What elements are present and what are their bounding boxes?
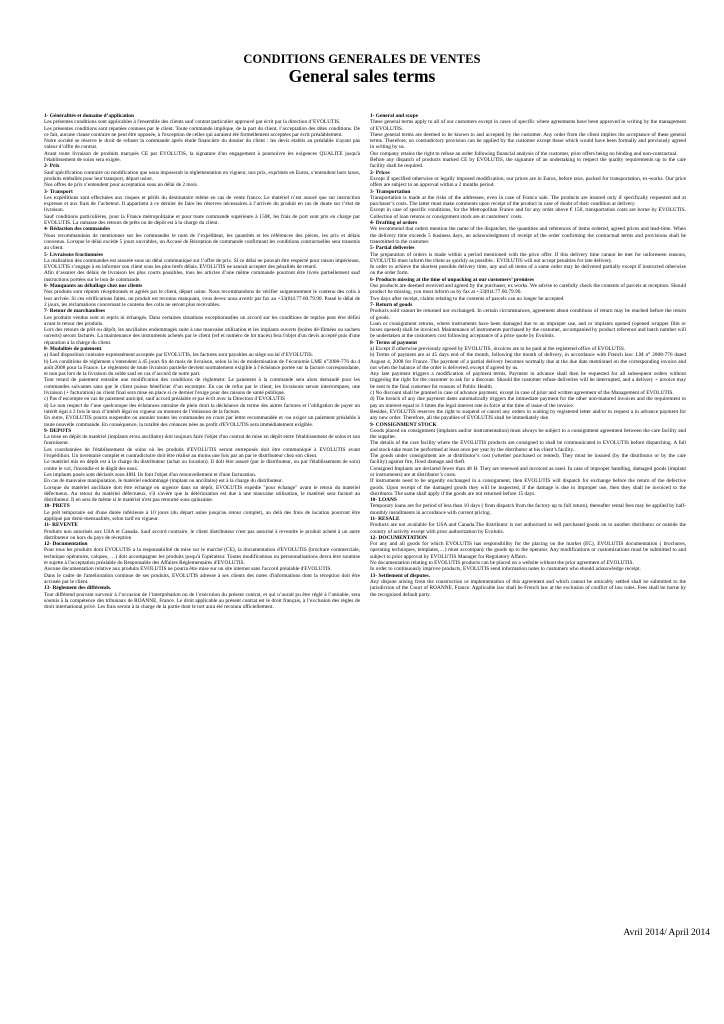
terms-section — [44, 346, 360, 428]
section-paragraph: Pour tous les produits dont EVOLUTIS a la responsabilité de mise sur le marché (CE), la documentation d'EVOLUTIS (brochure commerciale, technique opératoire, calques, …) doit accompagner les produits jusqu'à l'opérateur. Toutes modifications ou personnalisations devra être soumise et sujette à l'acceptation préalable du Responsable des Affaires Réglementaires d'EVOLUTIS. — [44, 547, 360, 567]
section-paragraph: Sauf spécification contraire ou modification que nous imposerait la réglementation en vigueur, nos prix, exprimés en Euros, s’entendent hors taxes, produits emballés pour leur transport, départ usine. — [44, 169, 360, 182]
section-paragraph: Nous recommandons de mentionner sur les commandes le nom de l’expéditeur, les quantités et les références des pièces, les prix et délais convenus. Lorsque le délai excède 5 jours ouvrables, un Accusé de Réception de commande confirmant les conditions contractuelles sera transmis au client. — [44, 232, 360, 252]
terms-section — [44, 283, 360, 308]
section-paragraph: Except in case of specific conditions, for the Metropolitan France and for any order above € 150, transportation costs are borne by EVOLUTIS. Collection of loan returns or consignment stock are at customers’ costs. — [370, 207, 686, 220]
section-paragraph: Aucune documentation relative aux produits EVOLUTIS ne pourra être mise sur un site internet sans l'accord préalable d'EVOLUTIS. — [44, 566, 332, 573]
section-paragraph: Tout différend pouvant survenir à l’occasion de l’interprétation ou de l’exécution du présent contrat, et qui n’aurait pu être réglé à l’amiable, sera soumis à la compétence des tribunaux de ROANNE, France. Le droit applicable au présent contrat est le droit français, à l’exclusion des règles de droit international privé. Les frais seront à la charge de la partie dont le tort aura été reconnu officiellement. — [44, 591, 360, 611]
section-heading: 7- Return of goods — [370, 301, 413, 308]
section-paragraph: Lorsque du matériel ancillaire doit être échangé en urgence dans un dépôt, EVOLUTIS expédie "pour échange" avant le retour du matériel défectueux. Au retour du matériel défectueux, s'il s'avère que la détérioration est due à une mauvaise utilisation, le matériel sera facturé au distributeur. Il en sera de même si le matériel n'est pas retourné sous quinzaine. — [44, 484, 360, 504]
document-title-fr: CONDITIONS GENERALES DE VENTES — [243, 52, 481, 66]
terms-section — [370, 340, 686, 422]
terms-section — [44, 163, 360, 188]
section-heading: 13- Règlement des différends. — [44, 585, 112, 592]
section-heading: 12- Documentation — [44, 541, 88, 548]
section-heading: 11- RESALE — [370, 516, 400, 522]
terms-section — [370, 573, 686, 598]
section-paragraph: En outre, EVOLUTIS pourra suspendre ou annuler toutes les commandes en cours par lettre recommandée et /ou exiger un paiement préalable à toute nouvelle commande. En conséquence, la totalité des créances nées au profit d'EVOLUTIS sera immédiatement exigible. — [44, 415, 360, 428]
section-heading: 10- LOANS — [370, 497, 397, 504]
section-paragraph: Consigned Implants are declared fewer than 48 H. They are renewed and invoiced as used. In case of improper handling, damaged goods (implant or instruments) are at distributor’s costs. — [370, 465, 686, 478]
section-paragraph: Besides, EVOLUTIS reserves the right to suspend or cancel any orders in waiting by registered letter and/or to request a in advance payment for any new order. Therefore, all the payables of EVOLUTIS shall be immediately due. — [370, 408, 686, 422]
section-paragraph: La réalisation des commandes est assurée sous un délai communiqué sur l’offre de prix. Si ce délai ne pouvait être respecté pour raison impérieuse, EVOLUTIS s’engage à en informer son client sous les plus brefs délais. EVOLUTIS ne saurait accepter des pénalités de retard. — [44, 257, 360, 271]
section-paragraph: Tout retard de paiement entraîne une modification des conditions de règlement: Le paiement à la commande sera alors demandé pour les commandes suivantes sans que le client puisse bénéficier d’un escompte. En cas de refus par le client, les livraisons seront interrompues, une livraison (+ facturation) au client final sera mise en place si ce dernier l'exige pour des raisons de santé publique. — [44, 377, 360, 397]
section-paragraph: Transportation is made at the risks of the addressee, even in case of Franco sale. The products are insured only if specifically requested and at purchaser’s costs. The latter must make comments upon receipt of the product in case of doubt of their condition at delivery. — [370, 194, 686, 208]
section-paragraph: Lors des retours de prêt ou dépôt, les ancillaires endommagés suite à une mauvaise utilisation et les implants ouverts (boites dé-filmées ou sachets ouverts) seront facturés. La maintenance des instruments achetés par le client (ref et numéro de lot tracés) fera l'objet d'un devis accepté puis d'une réparation à la charge du client. — [44, 327, 360, 346]
section-paragraph: The details of the care facility where the EVOLUTIS products are consigned to shall be communicated to EVOLUTIS before dispatching. A full and stock-take must be performed at least once per year by the distributor at his client’s facility.. — [370, 440, 686, 453]
section-paragraph: Afin d’assurer des délais de livraison les plus courts possibles, tous les articles d’une même commande pourront être livrés partiellement sauf instructions portées sur le bon de commande. — [44, 270, 360, 283]
section-paragraph: Two days after receipt, claims relating to the contents of parcels can no longer be accepted — [370, 295, 564, 302]
section-paragraph: d) Le non respect de l’une quelconque des échéances entraîne de plein droit la déchéance du terme des autres factures et l’obligation de payer un intérêt égal à 3 fois le taux d’intérêt légal en vigueur au moment de l’émission de la facture. — [44, 402, 360, 415]
french-terms-column — [44, 113, 360, 951]
section-paragraph: In order to achieve the shortest possible delivery time, any and all items of a same order may be delivered partially except if instructed otherwise on the order form. — [370, 264, 686, 277]
section-paragraph: The preparation of orders is made within a period mentioned with the price offer. If this delivery time cannot be met for unforeseen reasons, EVOLUTIS must inform the client as quickly as possible.. EVOLUTIS will not accept penalties for late delivery. — [370, 251, 686, 264]
section-paragraph: b) Terms of payment are at 45 days end of the month, following the month of delivery, in accordance with French law: LM n° 2008-776 dated August 4, 2008 for France. The payment of a partial delivery becomes normally due at the due date mentioned on the corresponding invoice and not when the balance of the order is delivered, except if agreed by us. — [370, 352, 686, 371]
terms-section — [370, 170, 686, 189]
section-paragraph: Temporary loans are for period of less than 10 days ( from dispatch from the factory up to full return), thereafter rental fees may be applied by half-monthly installments in accordance with current pricing. — [370, 503, 686, 516]
section-heading: 8- Modalités de paiement — [44, 345, 102, 352]
section-paragraph: a) Sauf disposition contraire expressément acceptée par EVOLUTIS, les factures sont payables au siège social d’EVOLUTIS. — [44, 352, 314, 359]
section-paragraph: Dans le cadre de l'amélioration continue de ses produits, EVOLUTIS adresse à ses clients des notes d'informations dont la réception doit être accusée par le client. — [44, 572, 360, 585]
section-paragraph: We recommend that orders mention the name of the dispatcher, the quantities and references of items ordered, agreed prices and lead-time. When the delivery time exceeds 5 business days, an acknowledgment of receipt of the order confirming the contractual terms and provisions shall be transmitted to the customer. — [370, 226, 686, 245]
section-paragraph: The goods under consignment are at distributor’s cost (whether purchased or rented). They must be insured (by the distributor or by the care facility) against fire, flood damage and theft. — [370, 453, 686, 466]
terms-section — [370, 189, 686, 220]
section-paragraph: Les présentes conditions sont réputées connues par le client. Toute commande implique, de la part du client, l’acceptation des dites conditions. De ce fait, aucune clause contraire ne peut être opposée, à l'exception de celles qui auraient été formellement acceptées par écrit préalablement. — [44, 125, 360, 138]
section-heading: 3- Transport — [44, 188, 73, 195]
section-paragraph: Nos produits sont réputés réceptionnés et agréés par le client, départ usine. Nous recommandons de vérifier soigneusement le contenu des colis à leur arrivée. Si ces vérifications faites, un produit est reconnu manquant, vous devez nous avertir par fax au +33(0)4.77.60.79.90. Passé le délai de 2 jours, les réclamations concernant le contenu des colis ne seront plus recevables. — [44, 289, 360, 308]
section-paragraph: Les coordonnées de l'établissement de soins où les produits d'EVOLUTIS seront entreposés doit être communiqué à EVOLUTIS avant l'expédition. Un inventaire complet et contradictoire doit être réalisé au moins une fois par an par le distributeur chez son client. — [44, 446, 360, 460]
terms-section — [370, 497, 686, 516]
terms-section — [44, 226, 360, 251]
section-paragraph: Any late payment triggers a modification of payment terms. Payment in advance shall then be requested for all subsequent orders without triggering the right for the customer to ask for a discount. Should the customer refuse deliveries will be interrupted, and a delivery + invoice may be sent to the final customer for reasons of Public Health. — [370, 371, 686, 390]
section-paragraph: Except if specified otherwise or legally imposed modification, our prices are in Euros, before taxe, packed for transportation, ex-works. Our price offers are subject to an approval within a 2 months period. — [370, 175, 686, 189]
section-paragraph: Les produits vendus sont ni repris ni échangés. Dans certaines situations exceptionnelles un accord sur les conditions de reprise peut être défini avant le retour des produits. — [44, 314, 360, 327]
terms-section — [44, 252, 360, 283]
terms-section — [44, 113, 360, 163]
section-paragraph: For any and all goods for which EVOLUTIS has responsibility for the placing on the market (EC), EVOLUTIS documentation ( brochures, operating techniques, templates,…) must accompany the goods up to the operator. Any modifications or customizations must be submitted to and subject to prior approval by EVOLUTIS Manager for Regulatory Affairs. — [370, 541, 686, 560]
section-heading: 2- Prices — [370, 169, 390, 176]
section-paragraph: Les présentes conditions sont applicables à l'ensemble des clients sauf contrat particulier approuvé par écrit par la direction d’EVOLUTIS. — [44, 119, 341, 126]
section-heading: 10- PRETS — [44, 503, 70, 510]
section-heading: 2- Prix — [44, 163, 60, 170]
terms-section — [370, 422, 686, 498]
section-heading: 12- DOCUMENTATION — [370, 534, 427, 541]
section-heading: 13- Settlement of disputes. — [370, 572, 430, 579]
terms-section — [44, 585, 360, 610]
terms-section — [44, 428, 360, 504]
section-heading: 8- Terms of payment — [370, 339, 418, 346]
section-paragraph: These general terms are deemed to be known to and accepted by the customer. Any order from the client implies the acceptance of these general terms. Therefore, no contradictory provision can be applied by the customer except those which would have been formally and previously agreed in writing by us. — [370, 131, 686, 151]
section-paragraph: Avant toute livraison de produits marqués CE par EVOLUTIS, la signature d'un engagement à poursuivre les exigences QUALITE jusqu'à l'établissement de soins sera exigée. — [44, 150, 360, 164]
terms-section — [370, 302, 686, 340]
section-paragraph: If instruments need to be urgently exchanged in a consignment, then EVOLUTIS will dispatch for exchange before the return of the defective goods. Upon receipt of the damaged goods they will be inspected, if the damage is due to improper use, then they shall be invoiced to the distributor. The same shall apply if the goods are not returned before 15 days. — [370, 478, 686, 497]
section-paragraph: La mise en dépôt de matériel (implants et/ou ancillaire) doit toujours faire l'objet d'un contrat de mise en dépôt entre l'établissement de soins et son fournisseur. — [44, 434, 360, 447]
section-heading: 9- CONSIGNMENT STOCK — [370, 421, 437, 428]
terms-section — [44, 503, 360, 522]
section-paragraph: These general terms apply to all of our customers except in cases of specific where agreements have been approved in writing by the management of EVOLUTIS. — [370, 119, 686, 132]
section-paragraph: In order to continuously improve products, EVOLUTIS send information notes to customers who should acknowledge receipt. — [370, 566, 641, 573]
english-terms-column — [370, 113, 686, 951]
section-paragraph: En cas de mauvaise manipulation, le matériel endommagé (implant ou ancillaire) est à la charge du distributeur. — [44, 478, 283, 485]
terms-section — [44, 541, 360, 585]
section-paragraph: Any dispute arising from the construction or implementation of this agreement and which cannot be amicably settled shall be submitted to the jurisdiction of the Court of ROANNE, France. Applicable law shall be French law at the exclusion of conflict of law rules. Fees shall be borne by the recognized default party. — [370, 578, 686, 598]
section-heading: 9- DEPOTS — [44, 427, 72, 434]
terms-section — [370, 113, 686, 170]
section-heading: 5- Livraisons fractionnées — [44, 251, 104, 258]
section-heading: 6- Products missing at the time of unpacking at our customers’ premises — [370, 276, 534, 283]
terms-section — [44, 522, 360, 541]
section-paragraph: Loan or consignment returns, where instruments have been damaged due to an improper use, and or implants opened (opened wrapper film or boxes opened) shall be invoiced. Maintenance of instruments purchased by the customer, accompanied by product reference and batch number will be undertaken at the customers cost following acceptance of a price quote by Evolutis. — [370, 320, 686, 340]
section-paragraph: Products are not available for USA and Canada.The distributor is not authorized to sell purchased goods on to another distributor or outside the country of activity except with prior authorization by Evolutis. — [370, 522, 686, 535]
section-paragraph: Le prêt temporaire est d'une durée inférieure à 10 jours (du départ usine jusqu'au retour complet), au delà des frais de location pourront être appliqué par demi-mensualités, selon tarif en vigueur. — [44, 509, 360, 522]
section-paragraph: No documentation relating to EVOLUTIS products can be placed on a website without the prior agreement of EVOLUTIS. — [370, 560, 634, 567]
terms-section — [370, 516, 686, 535]
section-paragraph: Our company retains the right to refuse an order following financial analysis of the customer, prior offers being no binding and non-contractual. — [370, 150, 678, 157]
section-paragraph: b) Les conditions de règlement s’entendent à 45 jours fin de mois de livraison, selon la loi de modernisation de l’économie LME n°2008-776 du 4 août 2008 pour la France. Le règlement de toute livraison partielle devient normalement exigible à l’échéance portée sur la facture correspondante, et non pas lors de la livraison du solde sauf en cas d’accord de notre part. — [44, 358, 360, 378]
section-paragraph: Produits non autorisés aux USA et Canada. Sauf accord contraire, le client distributeur n'est pas autorisé à revendre le produit acheté à un autre distributeur ou hors du pays de réception — [44, 528, 360, 541]
section-heading: 3- Transportation — [370, 188, 411, 195]
section-heading: 5- Partial deliveries — [370, 245, 415, 252]
terms-section — [370, 220, 686, 245]
section-paragraph: Before any dispatch of products marked CE by EVOLUTIS, the signature of an undertaking to respect the quality requirements up to the care facility shall be required. — [370, 157, 686, 170]
section-paragraph: Les implants posés sont déclarés sous 48H. Ils font l'objet d'un renouvellement et d'une facturation. — [44, 471, 257, 478]
terms-section — [44, 189, 360, 227]
terms-section — [44, 308, 360, 346]
section-heading: 7- Retour de marchandises — [44, 308, 106, 315]
section-paragraph: Nos offres de prix s’entendent pour acceptation sous un délai de 2 mois. — [44, 182, 199, 189]
section-heading: 11- REVENTE — [44, 522, 78, 529]
document-title-en: General sales terms — [288, 66, 436, 86]
section-paragraph: c) Pas d’escompte en cas de paiement anticipé, sauf accord préalable et par écrit avec la Direction d’EVOLUTIS — [44, 396, 285, 403]
section-heading: 6- Manquants au déballage chez nos clients — [44, 283, 143, 290]
section-paragraph: Notre société se réserve le droit de refuser la commande après étude financière du dossier du client : les devis établis au préalable n'ayant pas valeur d’offre de contrat. — [44, 138, 360, 151]
section-heading: 1- General and scope — [370, 113, 418, 119]
section-paragraph: Le matériel mis en dépôt est à la charge du distributeur (achat ou location). Il doit être assuré (par le distributeur, ou par l'établissement de soin) contre le vol, l'incendie et le dégât des eaux. — [44, 459, 360, 472]
section-paragraph: a) Except if otherwise previously agreed by EVOLUTIS, invoices are to be paid at the registered office of EVOLUTIS. — [370, 345, 626, 352]
section-heading: 4- Drafting of orders — [370, 220, 418, 227]
section-paragraph: Products sold cannot be returned nor exchanged. In certain circumstances, agreement about conditions of return may be reached before the return of goods. — [370, 308, 686, 321]
section-paragraph: Les expéditions sont effectuées aux risques et périls du destinataire même en cas de vente franco. Le matériel n’est assuré que sur instruction expresse et aux frais de l’acheteur. Il appartient à ce dernier de faire les réserves nécessaires à l’arrivée du produit en cas de doute sur l’état de livraison. — [44, 194, 360, 214]
section-paragraph: Goods placed on consignment (implants and/or instrumentation) must always be subject to a consignment agreement between the care facility and the supplier. — [370, 427, 686, 441]
document-date: Avril 2014/ April 2014 — [623, 928, 710, 938]
section-heading: 4- Rédaction des commandes — [44, 226, 111, 233]
terms-section — [370, 277, 686, 302]
section-paragraph: Our products are deemed received and agreed by the purchaser, ex works. We advise to carefully check the contents of parcels at reception. Should product be missing, you must inform us by fax at +33(0)4.77.60.79.90. — [370, 283, 686, 296]
section-paragraph: Sauf conditions particulières, pour la France métropolitaine et pour toute commande supérieure à 150€, les frais de port sont pris en charge par EVOLUTIS. La ramasse des retours de prêts ou de dépôt est à la charge du client. — [44, 213, 360, 227]
section-paragraph: c) No discount shall be granted in case of advance payment, except in case of prior and written agreement of the Management of EVOLUTIS. — [370, 390, 674, 397]
terms-section — [370, 245, 686, 276]
terms-section — [370, 535, 686, 573]
section-paragraph: d) The breach of any due payment dates automatically triggers the immediate payment for the other non-matured invoices and the requirement to pay an interest equal to 3 times the legal interest rate in force at the time of issue of the invoice. — [370, 396, 686, 409]
section-heading: 1- Généralités et domaine d’application — [44, 113, 134, 119]
